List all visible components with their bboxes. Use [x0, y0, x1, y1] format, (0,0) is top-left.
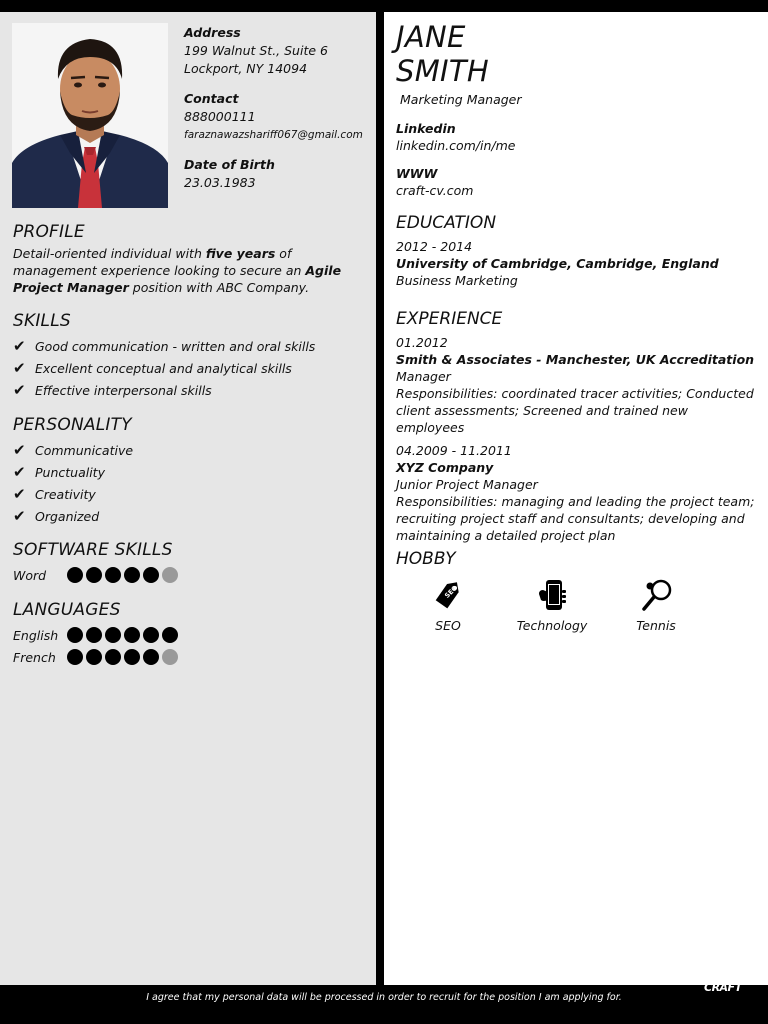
rating-dot-filled: [105, 567, 121, 583]
checkmark-icon: ✔: [13, 485, 26, 503]
rating-dots: [67, 567, 178, 583]
hobby-item: [500, 578, 604, 633]
rating-label: French: [13, 649, 56, 665]
rating-dot-filled: [86, 627, 102, 643]
list-item: ✔ Punctuality: [13, 463, 105, 481]
list-item: ✔ Creativity: [13, 485, 96, 503]
rating-dot-filled: [143, 649, 159, 665]
address-label: Address: [184, 25, 241, 40]
rating-dot-filled: [105, 649, 121, 665]
experience-section: [396, 308, 756, 550]
rating-row: [13, 624, 365, 646]
first-name: JANE: [396, 20, 466, 54]
left-column: [0, 12, 376, 985]
date-of-birth: 23.03.1983: [184, 175, 256, 190]
experience-item: [396, 442, 756, 544]
checkmark-icon: ✔: [13, 337, 26, 355]
job-description: Responsibilities: managing and leading the project team; recruiting project staff and consultants; developing and maintaining a detailed project plan: [396, 494, 755, 543]
rating-dot-filled: [67, 649, 83, 665]
address-line-2: Lockport, NY 14094: [184, 61, 308, 76]
rating-label: Word: [13, 567, 47, 583]
checkmark-icon: ✔: [13, 507, 26, 525]
languages-title: LANGUAGES: [13, 600, 121, 620]
checkmark-icon: ✔: [13, 381, 26, 399]
profile-summary: Detail-oriented individual with five years of management experience looking to secure an Agile Project Manager position with ABC Company.: [13, 246, 342, 295]
profile-title: PROFILE: [13, 222, 85, 242]
education-field: Business Marketing: [396, 273, 518, 288]
job-position: Junior Project Manager: [396, 477, 538, 492]
website-link[interactable]: craft-cv.com: [396, 183, 474, 198]
hobby-item: [396, 578, 500, 633]
rating-dot-filled: [143, 567, 159, 583]
smartphone-icon: [535, 578, 569, 612]
experience-title: EXPERIENCE: [396, 309, 503, 329]
rating-dot-filled: [162, 627, 178, 643]
address-line-1: 199 Walnut St., Suite 6: [184, 43, 328, 58]
profile-section: [13, 221, 365, 296]
job-title: Marketing Manager: [400, 92, 522, 107]
skills-section: [13, 310, 365, 401]
job-dates: 01.2012: [396, 335, 448, 350]
list-item: ✔ Communicative: [13, 441, 134, 459]
education-years: 2012 - 2014: [396, 239, 473, 254]
dob-label: Date of Birth: [184, 157, 275, 172]
job-dates: 04.2009 - 11.2011: [396, 443, 512, 458]
rating-dot-filled: [67, 567, 83, 583]
checkmark-icon: ✔: [13, 359, 26, 377]
seo-tag-icon: [431, 578, 465, 612]
skills-list: [13, 335, 365, 401]
education-school: University of Cambridge, Cambridge, England: [396, 256, 719, 271]
rating-dots: [67, 627, 178, 643]
craft-logo: [704, 981, 746, 1005]
list-item: ✔ Good communication - written and oral skills: [13, 337, 316, 355]
list-item: ✔ Effective interpersonal skills: [13, 381, 212, 399]
rating-row: [13, 646, 365, 668]
email-address[interactable]: faraznawazshariff067@gmail.com: [184, 129, 363, 141]
rating-dot-filled: [143, 627, 159, 643]
rating-dot-empty: [162, 567, 178, 583]
rating-dot-filled: [67, 627, 83, 643]
education-title: EDUCATION: [396, 213, 497, 233]
rating-dot-filled: [86, 567, 102, 583]
rating-dot-filled: [124, 567, 140, 583]
hobby-label: Technology: [516, 618, 588, 633]
linkedin-label: Linkedin: [396, 121, 456, 136]
software-skills-title: SOFTWARE SKILLS: [13, 540, 173, 560]
rating-dot-filled: [124, 649, 140, 665]
name-heading: [396, 20, 489, 88]
rating-dot-empty: [162, 649, 178, 665]
rating-dots: [67, 649, 178, 665]
right-column: [384, 12, 768, 985]
job-company: Smith & Associates - Manchester, UK Accreditation: [396, 352, 755, 367]
list-item: ✔ Organized: [13, 507, 100, 525]
rating-dot-filled: [86, 649, 102, 665]
hobby-item: [604, 578, 708, 633]
seo-icon-label: SEO: [443, 583, 460, 600]
rating-dot-filled: [124, 627, 140, 643]
tennis-racket-icon: [639, 578, 673, 612]
rating-label: English: [13, 627, 59, 643]
checkmark-icon: ✔: [13, 441, 26, 459]
logo-text: CRAFT: [704, 981, 742, 994]
job-description: Responsibilities: coordinated tracer activities; Conducted client assessments; Screened and trained new employees: [396, 386, 754, 435]
rating-dot-filled: [105, 627, 121, 643]
rating-row: [13, 564, 365, 586]
checkmark-icon: ✔: [13, 463, 26, 481]
job-company: XYZ Company: [396, 460, 494, 475]
hobby-label: Tennis: [636, 618, 676, 633]
profile-photo: [12, 23, 168, 208]
skills-title: SKILLS: [13, 311, 71, 331]
contact-label: Contact: [184, 91, 239, 106]
list-item: ✔ Excellent conceptual and analytical skills: [13, 359, 292, 377]
website-block: [396, 165, 756, 199]
linkedin-block: [396, 120, 756, 154]
website-label: WWW: [396, 166, 438, 181]
education-section: [396, 212, 756, 289]
personality-list: [13, 439, 365, 527]
software-skills-section: [13, 539, 365, 586]
footer: [0, 981, 768, 1024]
contact-block: [184, 24, 370, 204]
hobby-label: SEO: [435, 618, 461, 633]
languages-section: [13, 599, 365, 668]
hobby-list: [396, 578, 716, 633]
hobby-title: HOBBY: [396, 549, 456, 569]
consent-text: I agree that my personal data will be processed in order to recruit for the position I am applying for.: [146, 992, 622, 1003]
job-position: Manager: [396, 369, 451, 384]
personality-title: PERSONALITY: [13, 415, 132, 435]
experience-item: [396, 334, 756, 436]
last-name: SMITH: [396, 54, 490, 88]
personality-section: [13, 414, 365, 527]
phone-number: 888000111: [184, 109, 256, 124]
linkedin-link[interactable]: linkedin.com/in/me: [396, 138, 516, 153]
